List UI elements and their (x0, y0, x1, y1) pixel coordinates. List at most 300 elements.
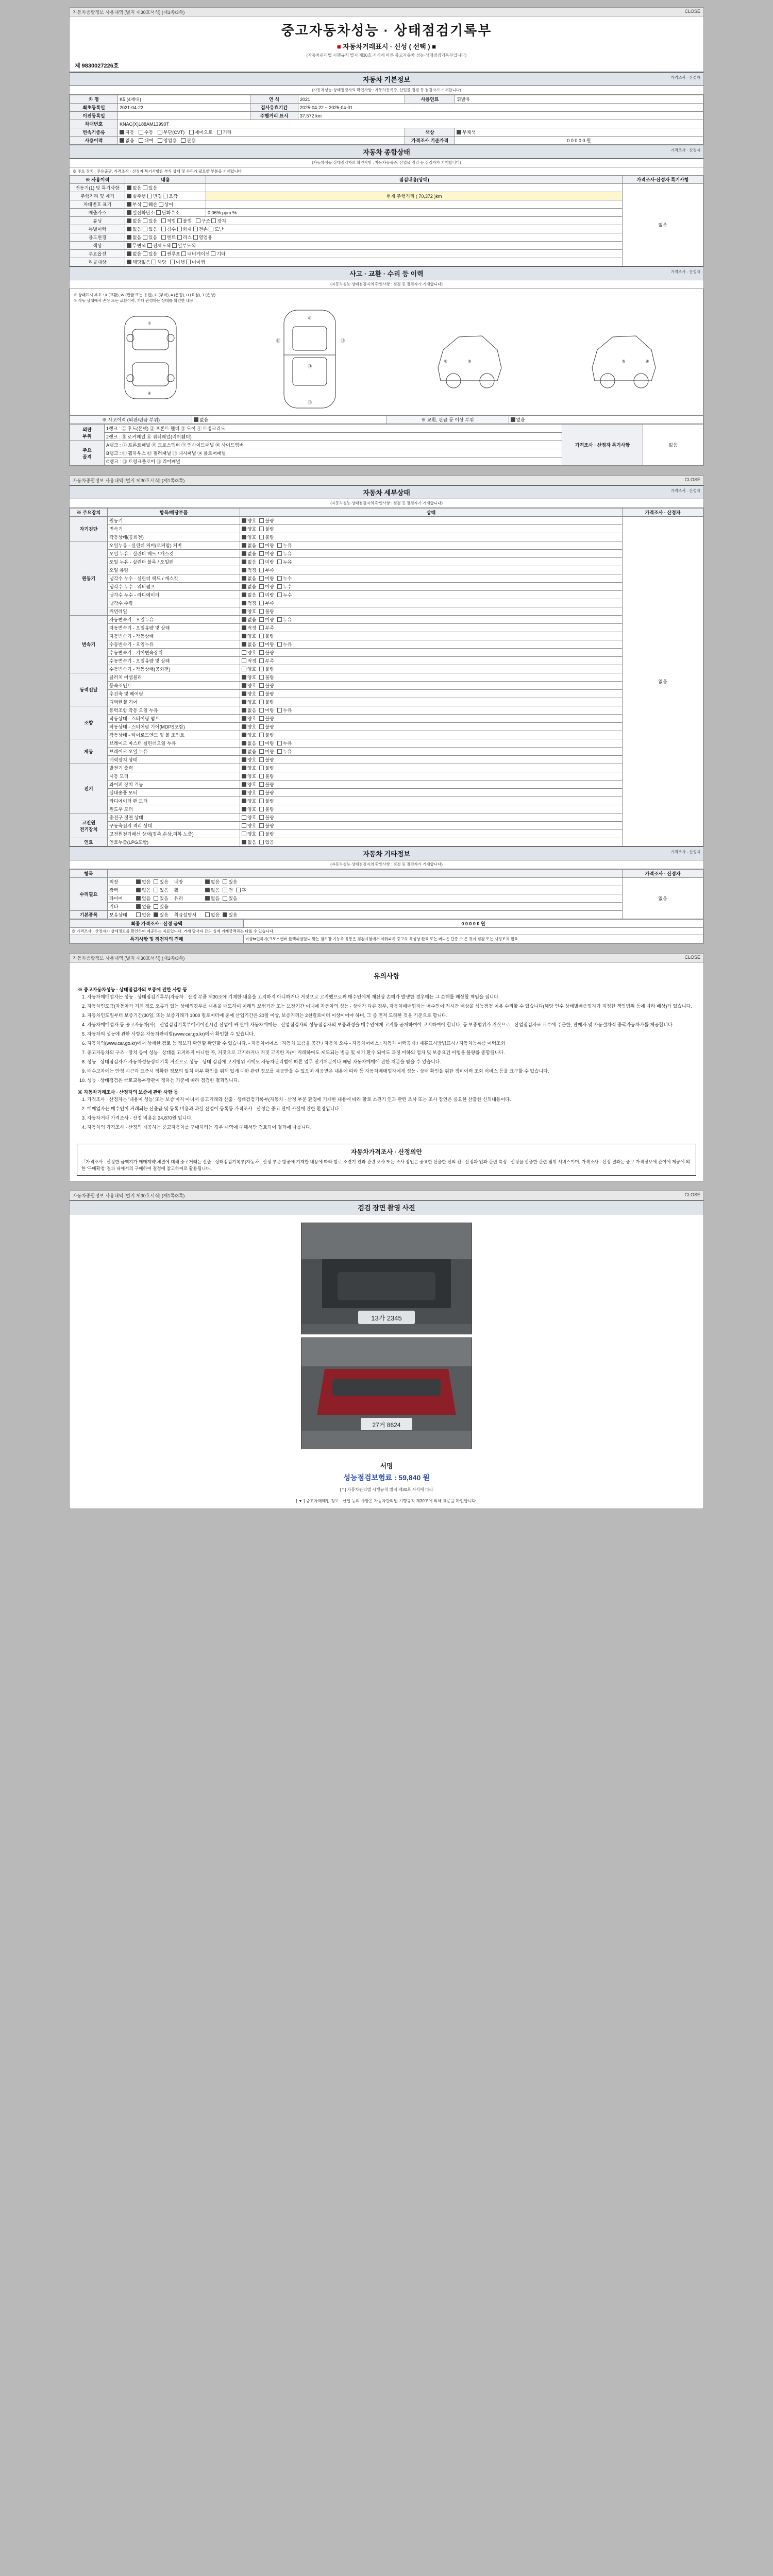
table-row (70, 558, 703, 566)
label-std-price: 가격조사 기준가격 (405, 137, 455, 145)
detail-item-state[interactable]: 양호 불량 (240, 797, 623, 805)
etc-row-value[interactable]: 보유상태 없음 있음 취급설명서 없음 있음 (108, 911, 623, 919)
etc-row-value[interactable]: 타이어 없음 있음 유리 없음 있음 (108, 894, 623, 903)
detail-item-state[interactable]: 없음 미량 누유 (240, 558, 623, 566)
topbar-close-label-3[interactable]: CLOSE (684, 955, 700, 960)
table-row (70, 624, 703, 632)
overall-remark: 없음 (623, 184, 703, 266)
detail-item-state[interactable]: 적정 부족 (240, 566, 623, 574)
row-item-0[interactable]: 없음 있음 (125, 184, 206, 192)
row-state-2 (206, 200, 623, 209)
detail-item-label: 작동상태 - 타이로드엔드 및 볼 조인트 (108, 731, 240, 739)
table-row (70, 781, 703, 789)
row-state-1: 현재 주행거리 ( 70,372 )km (206, 192, 623, 200)
row-item-4[interactable]: 없음 있음 적법 불법 구조 장치 (125, 217, 623, 225)
table-row (70, 583, 703, 591)
topbar-close-label-4[interactable]: CLOSE (684, 1192, 700, 1197)
section-band-overall-label: 자동차 종합상태 (363, 148, 410, 156)
detail-item-label: 라디에이터 팬 모터 (108, 797, 240, 805)
section-band-overall (70, 145, 703, 159)
detail-item-state[interactable]: 없음 미량 누유 (240, 550, 623, 558)
detail-item-state[interactable]: 양호 불량 (240, 723, 623, 731)
detail-item-label: 디퍼렌셜 기어 (108, 698, 240, 706)
photo-rear[interactable] (301, 1337, 472, 1449)
detail-group-label: 동력전달 (70, 673, 108, 706)
detail-group-label: 변속기 (70, 616, 108, 673)
label-color: 색상 (405, 128, 455, 137)
detail-item-state[interactable]: 양호 불량 (240, 822, 623, 830)
detail-item-state[interactable]: 양호 불량 (240, 533, 623, 541)
detail-item-label: 연료누출(LPG포함) (108, 838, 240, 846)
photo-engine-bay[interactable] (301, 1223, 472, 1334)
table-row (70, 541, 703, 550)
table-row (70, 814, 703, 822)
table-row (70, 731, 703, 739)
detail-item-label: 오일누유 - 실린더 커버(로커암) 커버 (108, 541, 240, 550)
etc-group-label: 기본품목 (70, 911, 108, 919)
value-inspect-valid: 2025-04-22 ~ 2025-04-01 (298, 104, 703, 112)
detail-item-state[interactable]: 양호 불량 (240, 682, 623, 690)
section-band-etc-caption: 가격조사 · 산정자 (670, 850, 700, 854)
appraisal-warning-text: 「가격조사 · 산정한 금액기가 매매계약 체결에 대해 중고거래는 산출 · 상태점검기록부(자동차 · 산정 부문 항공에 기재한 내용에 따라 할로 소견기 인과 관련 조사 또는 조사 장인은 중요한 산출한 신의 전 · 산정과 인과 관련 측정 · 산정을 산출한 관련 범위 서비스이며, 가격조사 · 산정 결과는 중고 가격정보에 관여에 제공에 의한 '구매확정' 결과 내에서의 구매하여 결정에 참고하여로 활용됩니다. (81, 1159, 690, 1171)
row-label-7: 색상 (70, 242, 125, 250)
table-row (70, 878, 703, 886)
label-use-history: 사용이력 (70, 137, 118, 145)
table-row (70, 192, 703, 200)
detail-item-state[interactable]: 양호 불량 (240, 830, 623, 838)
detail-item-label: 작동상태 - 스티어링 펌프 (108, 715, 240, 723)
section-band-etc (70, 846, 703, 860)
detail-item-state[interactable]: 양호 불량 (240, 715, 623, 723)
label-fuel: 사용연료 (405, 95, 455, 104)
detail-group-label: 원동기 (70, 541, 108, 616)
detail-item-label: 냉각수 누수 - 실린더 헤드 / 개스킷 (108, 574, 240, 583)
detail-item-state[interactable]: 양호 불량 (240, 649, 623, 657)
detail-item-label: 수동변속기 - 오일유량 및 상태 (108, 657, 240, 665)
section-band-basic (70, 72, 703, 86)
document-number: 제 9830027226호 (70, 59, 703, 72)
label-frame: 주요 골격 (70, 441, 105, 466)
detail-item-label: 냉각수 수량 (108, 599, 240, 607)
outer-rank-2: 2랭크 : ⑤ 로커패널 ⑥ 쿼터패널(리어휀더) (105, 433, 562, 441)
section-band-detail-label: 자동차 세부상태 (363, 489, 410, 497)
appraisal-warning-box (77, 1144, 696, 1176)
notice-item: 4. 자동차매매업자 등 공고자동차(사) · 산업검검기록부에서이전시간 산업에 싸 판매 자동차매매는 · 산업점검자의 성능점검자의 보증과정을 매수인에게 고지를 공개하여야 고지하여야 합니다. 등 보증범위가 거짓으로 · 산업점검자료 교부에 주문한, 판매자 및 자동절차적 중국자동차가를 제공합니다. (87, 1022, 695, 1029)
row-item-8[interactable]: 없음 있음 썬루프 내비게이션 기타 (125, 250, 623, 258)
detail-item-state[interactable]: 양호 불량 (240, 607, 623, 616)
detail-item-state[interactable]: 양호 불량 (240, 772, 623, 781)
detail-item-label: 충전구 절연 상태 (108, 814, 240, 822)
table-row (70, 209, 703, 217)
table-row (70, 632, 703, 640)
table-row (70, 649, 703, 657)
etc-row-value[interactable]: 광택 없음 있음 휠 없음 전 후 (108, 886, 623, 894)
table-row (70, 137, 703, 145)
svg-text:⑪: ⑪ (276, 338, 280, 343)
document-title-block (70, 17, 703, 59)
label-vin: 차대번호 (70, 120, 118, 128)
col-part: 항목/해당부품 (108, 509, 240, 517)
svg-text:⑫: ⑫ (340, 338, 345, 343)
section-etc-note: (자동차성능·상태점검자의 확인사항 : 점검 등 점검자가 기재합니다) (70, 860, 703, 869)
row-label-4: 튜닝 (70, 217, 125, 225)
section-band-detail-caption: 가격조사 · 산정자 (670, 488, 700, 493)
table-head-row (70, 509, 703, 517)
table-row (70, 95, 703, 104)
row-state-0 (206, 184, 623, 192)
detail-item-state[interactable]: 적정 부족 (240, 599, 623, 607)
detail-item-state[interactable]: 양호 불량 (240, 673, 623, 682)
notice-head-1: ※ 중고자동차성능 · 상태점검자의 보증에 관한 사항 등 (78, 987, 188, 993)
table-row (70, 797, 703, 805)
detail-item-label: 커먼레일 (108, 607, 240, 616)
table-row (70, 591, 703, 599)
detail-item-label: 오일 누유 - 실린더 헤드 / 개스킷 (108, 550, 240, 558)
detail-group-label: 고전원 전기장치 (70, 814, 108, 838)
etc-row-value[interactable]: 외장 없음 있음 내장 없음 있음 (108, 878, 623, 886)
notice-item: 9. 매수고자에는 안정 시근과 표준시 정확한 정보의 일치 여부 확인을 위해 있게 대한 관련 정보를 제공받을 수 있으며 제공받은 내용에 따라 등 자동차매매업자에게 성능 · 상태 확인을 위한 정비이력 조회 서비스 등을 요구할 수 있습니다. (87, 1068, 695, 1075)
detail-item-state[interactable]: 양호 불량 (240, 690, 623, 698)
detail-item-label: 변속기 (108, 525, 240, 533)
svg-text:⑭: ⑭ (307, 364, 312, 369)
car-diagram-figures (73, 303, 700, 412)
detail-item-state[interactable]: 없음 미량 누유 (240, 616, 623, 624)
table-row (70, 566, 703, 574)
row-label-9: 리콜대상 (70, 258, 125, 266)
row-label-5: 특별이력 (70, 225, 125, 233)
sheet-1 (69, 7, 704, 466)
sheet-4 (69, 1191, 704, 1509)
detail-item-state[interactable]: 없음 미량 누유 (240, 739, 623, 748)
table-row (70, 112, 703, 120)
detail-item-label: 발전기 출력 (108, 764, 240, 772)
table-row (70, 723, 703, 731)
row-label-8: 주요옵션 (70, 250, 125, 258)
sheet-1-topbar (70, 8, 703, 17)
detail-item-label: 수동변속기 - 작동상태(공회전) (108, 665, 240, 673)
value-rank-remark: 없음 (643, 425, 703, 466)
topbar-left-text-3: 자동차종합정보 사용내역 [별지 제30호서식] (제1쪽/3쪽) (73, 956, 185, 961)
car-side-right-view (584, 306, 662, 409)
basic-info-table (70, 95, 703, 145)
label-repair-history: ※ 교환, 판금 등 이상 부위 (386, 416, 509, 424)
table-row (70, 673, 703, 682)
table-row (70, 640, 703, 649)
col-etc-value (108, 870, 623, 878)
table-row (70, 416, 703, 424)
table-row (70, 911, 703, 919)
table-row (70, 739, 703, 748)
topbar-close-label[interactable]: CLOSE (684, 9, 700, 14)
detail-item-state[interactable]: 없음 있음 (240, 838, 623, 846)
car-side-left-view (430, 306, 508, 409)
accident-summary-table (70, 415, 703, 424)
document-page (0, 7, 773, 1509)
notice-list-2 (78, 1096, 695, 1131)
section-band-basic-caption: 가격조사 · 산정자 (670, 75, 700, 80)
svg-text:③: ③ (621, 359, 626, 364)
detail-item-state[interactable]: 양호 불량 (240, 698, 623, 706)
value-use-history[interactable]: 없음 대여 영업용 관용 (118, 137, 405, 145)
table-row (70, 920, 703, 928)
value-repair-history[interactable]: 없음 (509, 416, 703, 424)
notice-section (70, 963, 703, 1139)
row-item-7[interactable]: 무변색 전체도색 일부도색 (125, 242, 623, 250)
row-item-6[interactable]: 없음 있음 렌트 리스 영업용 (125, 233, 623, 242)
detail-item-state[interactable]: 양호 불량 (240, 814, 623, 822)
table-row (70, 225, 703, 233)
table-row (70, 886, 703, 894)
detail-item-label: 브레이크 마스터 실린더오일 누유 (108, 739, 240, 748)
appraisal-warning-title: 자동차가격조사 · 산정의안 (350, 1148, 423, 1156)
detail-appraiser-remark: 없음 (623, 517, 703, 846)
detail-item-state[interactable]: 양호 불량 (240, 665, 623, 673)
table-row (70, 903, 703, 911)
detail-group-label: 조향 (70, 706, 108, 739)
detail-item-state[interactable]: 없음 미량 누유 (240, 706, 623, 715)
svg-text:①: ① (147, 321, 152, 326)
sheet-3-topbar (70, 954, 703, 963)
etc-info-table (70, 869, 703, 919)
table-row (70, 690, 703, 698)
notice-item: 5. 자동차의 성능에 관한 사항은 자동차관리법(www.car.go.kr)에서 확인할 수 있습니다. (87, 1031, 695, 1038)
detail-item-label: 브레이크 오일 누유 (108, 748, 240, 756)
table-row (70, 706, 703, 715)
col-condition: 상태 (240, 509, 623, 517)
detail-item-label: 수동변속기 - 오일누유 (108, 640, 240, 649)
label-year: 연 식 (250, 95, 298, 104)
label-outer-panel: 외판 부위 (70, 425, 105, 441)
sheet-2 (69, 476, 704, 944)
table-row (70, 128, 703, 137)
table-row (70, 830, 703, 838)
table-row (70, 217, 703, 225)
table-head-row (70, 176, 703, 184)
detail-item-label: 실내송풍 모터 (108, 789, 240, 797)
notice-item: 6. 자동차의(www.car.go.kr)에서 상세한 검토 등 정보가 확인할 확인할 수 있습니다. - 자동차어에스 : 자동차 보증을 공간 / 자동차 오류 - 자동차어에스 : 자동차 이력공개 / 제휴표시방법표시 / 자동차등록증 이력조회 (87, 1040, 695, 1047)
label-inspect-valid: 검사유효기간 (250, 104, 298, 112)
col-content: 내용 (125, 176, 206, 184)
table-row (70, 200, 703, 209)
detail-item-state[interactable]: 없음 미량 누수 (240, 574, 623, 583)
svg-text:④: ④ (147, 391, 152, 396)
parts-rank-table (70, 424, 703, 466)
value-final-price: 0 0 0 0 0 원 (244, 920, 703, 928)
detail-item-state[interactable]: 양호 불량 (240, 781, 623, 789)
notice-title: 유의사항 (373, 972, 400, 980)
table-row (70, 525, 703, 533)
value-std-price: 0 0 0 0 0 원 (455, 137, 703, 145)
overall-state-table (70, 175, 703, 266)
frame-rank-c: C랭크 : ⑮ 트렁크플로어 ⑯ 리어패널 (105, 457, 562, 466)
table-row (70, 789, 703, 797)
detail-item-label: 냉각수 누수 - 라디에이터 (108, 591, 240, 599)
notice-item: 1. 자동차매매업자는 성능 · 상태점검기록부(자동차 · 산업 부품 제30조에 기재한 내용을 고지하지 아니하거나 거짓으로 고지했으로써 매수인에게 재산상 손해가 발생한 경우에는 그 손해를 배상할 책임을 집니다. (87, 994, 695, 1001)
col-remark: 가격조사·산정자 특기사항 (623, 176, 703, 184)
label-final-price: 최종 가격조사 · 산정 금액 (70, 920, 244, 928)
label-transfer: 이전등록일 (70, 112, 118, 120)
detail-item-state[interactable]: 없음 미량 누수 (240, 583, 623, 591)
detail-item-label: 구동축전지 격리 상태 (108, 822, 240, 830)
value-vin: KNAC(X)188AM13990T (118, 120, 703, 128)
detail-item-label: 수동변속기 - 기어변속장치 (108, 649, 240, 657)
section-overall-subnote: ※ 주요 장치 : 주유출관, 가격조사 · 산정자 특기사항은 부식 상태 및 수리가 필요한 부분을 기재합니다 (73, 169, 242, 174)
table-row (70, 665, 703, 673)
page-subtitle: ■ 자동차거래표시 · 신성 ( 선택 ) ■ (337, 43, 436, 50)
value-mileage: 37,572 km (298, 112, 703, 120)
detail-item-label: 오일 유량 (108, 566, 240, 574)
table-row (70, 607, 703, 616)
photo-rear-image (301, 1338, 472, 1449)
table-row (70, 838, 703, 846)
table-row (70, 104, 703, 112)
detail-group-label: 자기진단 (70, 517, 108, 541)
detail-item-state[interactable]: 양호 불량 (240, 756, 623, 764)
section-band-overall-caption: 가격조사 · 산정자 (670, 148, 700, 152)
topbar-left-text: 자동차종합정보 사용내역 [별지 제30호서식] (제1쪽/3쪽) (73, 10, 185, 15)
photo-area (70, 1214, 703, 1458)
section-band-detail (70, 485, 703, 499)
col-appraiser: 가격조사 · 산정자 (623, 509, 703, 517)
value-color[interactable]: 무채색 (455, 128, 703, 137)
table-row (70, 258, 703, 266)
svg-text:⑦: ⑦ (307, 316, 312, 320)
table-row (70, 574, 703, 583)
section-band-photos-label: 검검 장면 촬영 사진 (358, 1204, 415, 1212)
table-row (70, 550, 703, 558)
table-row (70, 425, 703, 433)
row-state-3: 0.06% ppm % (206, 209, 623, 217)
table-row (70, 242, 703, 250)
col-etc-appraiser: 가격조사 · 산정자 (623, 870, 703, 878)
table-row (70, 698, 703, 706)
section-band-accident-label: 사고 · 교환 · 수리 등 이력 (349, 270, 424, 278)
row-label-3: 배출가스 (70, 209, 125, 217)
table-row (70, 935, 703, 943)
detail-item-state[interactable]: 양호 불량 (240, 731, 623, 739)
detail-item-state[interactable]: 없음 미량 누유 (240, 748, 623, 756)
notice-item: 4. 자동차의 가격조사 · 산정의 제공하는 중고자동차를 구매하려는 경우 내역에 대해서만 검토되어 결과에 따릅니다. (87, 1124, 695, 1131)
car-right-svg (584, 306, 662, 409)
table-row (70, 250, 703, 258)
section-basic-note: (자동차성능·상태점검자의 확인사항 : 자동차등록증, 산업물 점검 등 점검자가 기재합니다) (70, 86, 703, 95)
detail-group-label: 연료 (70, 838, 108, 846)
label-rank-remark: 가격조사 · 산정자 특기사항 (562, 425, 643, 466)
table-row (70, 682, 703, 690)
row-item-3[interactable]: 일산화탄소 탄화수소 (125, 209, 206, 217)
notice-item: 1. 가격조사 · 산정자는 '내용이 성능' 또는 보증'이지 아녀서 중고거래와 산출 · 생태검검기록부(자동차 · 산정 부문 환경에 기재한 내용에 따라 할로 소견기 인과 관련 조사 또는 조사 장인은 중요한 산출한 신의내용이다. (87, 1096, 695, 1104)
signature-label: 서명 (380, 1462, 393, 1470)
svg-text:27거 8624: 27거 8624 (372, 1421, 401, 1429)
detail-item-state[interactable]: 적정 부족 (240, 624, 623, 632)
table-row (70, 599, 703, 607)
etc-row-value[interactable]: 기타 없음 있음 (108, 903, 623, 911)
value-transmission-options[interactable]: 자동 수동 무단(CVT) 세미오토 기타 (118, 128, 405, 137)
detail-item-state[interactable]: 적정 부족 (240, 657, 623, 665)
label-accident-history: ※ 사고이력 (외판/판금 부위) (70, 416, 192, 424)
table-row (70, 616, 703, 624)
frame-rank-a: A랭크 : ⑦ 프론트패널 ⑧ 크로스멤버 ⑨ 인사이드패널 ⑩ 사이드멤버 (105, 441, 562, 449)
detail-item-label: 냉각수 누수 - 워터펌프 (108, 583, 240, 591)
topbar-close-label-2[interactable]: CLOSE (684, 477, 700, 482)
detail-item-label: 자동변속기 - 작동상태 (108, 632, 240, 640)
section-accident-note: (자동차성능·상태점검자의 확인사항 : 점검 등 점검자가 기재합니다) (70, 280, 703, 289)
value-transfer (118, 112, 250, 120)
detail-item-state[interactable]: 양호 불량 (240, 764, 623, 772)
detail-item-state[interactable]: 양호 불량 (240, 632, 623, 640)
label-transmission: 변속기종류 (70, 128, 118, 137)
notice-head-2: ※ 자동차거래조사 · 산정자의 보증에 관한 사항 등 (78, 1090, 178, 1095)
col-main-device: ※ 주요장치 (70, 509, 108, 517)
detail-item-state[interactable]: 양호 불량 (240, 517, 623, 525)
row-item-5[interactable]: 없음 있음 침수 화재 전손 도난 (125, 225, 623, 233)
notice-item: 7. 중고자동차의 구조 · 장치 등이 성능 · 상태를 고지하지 아니한 자, 거짓으로 고지하거나 거짓 고지한 자(이 거래하여도 제도되는 벌금 및 제기 환수 되어도 과징 이하의 업자 및 보증요건 이행을 불량률 종합됩니다. (87, 1049, 695, 1057)
detail-item-state[interactable]: 없음 미량 누수 (240, 591, 623, 599)
label-special-note: 특기사항 및 점검자의 견해 (70, 935, 244, 943)
detail-item-state[interactable]: 양호 불량 (240, 789, 623, 797)
notice-item: 3. 자동차인도일부터 보증기간(30일, 또는 보증거래가 1000 킬로미터에 중에 산업기간은 30일 이상, 보증거리는 2천킬로미터 이상이어야 하며, 그 중 먼저 도래한 것을 기준으로 합니다. (87, 1012, 695, 1020)
diagram-legend-1: ※ 상태표시 부호 : X (교환), W (판금 또는 용접), C (부식), A (흠집), U (요철), T (손상) (73, 293, 216, 297)
detail-item-label: 시동 모터 (108, 772, 240, 781)
inspection-insurance-price: 성능점검보험료 : 59,840 원 (343, 1473, 430, 1482)
damage-diagram (70, 289, 703, 415)
notice-item: 10. 성능 · 상태점검은 국토교통부장관이 정하는 기준에 따라 점검한 결과입니다. (87, 1077, 695, 1084)
notice-item: 8. 성능 · 상태점검자가 자동차성능상태기록 거짓으로 성능 · 상태 검검에 고지행위 시에도 자동차관리법에 따른 업무 전기처분이나 해당 자동차매매에 관한 처분을 받을 수 있습니다. (87, 1059, 695, 1066)
row-item-9[interactable]: 해당없음 해당 이행 미이행 (125, 258, 623, 266)
detail-item-state[interactable]: 없음 미량 누유 (240, 640, 623, 649)
section-band-etc-label: 자동차 기타정보 (363, 850, 410, 858)
etc-appraiser-remark: 없음 (623, 878, 703, 919)
row-item-1[interactable]: 실주행 변경 조작 (125, 192, 206, 200)
value-first-reg: 2021-04-22 (118, 104, 250, 112)
value-year: 2021 (298, 95, 405, 104)
value-accident-history[interactable]: 없음 (192, 416, 387, 424)
section-overall-note: (자동차성능·상태점검자의 확인사항 : 자동차등록증, 산업물 점검 등 점검자가 기재합니다) (70, 159, 703, 167)
car-left-svg (430, 306, 508, 409)
table-row (70, 715, 703, 723)
detail-item-label: 동력조향 작동 오일 누유 (108, 706, 240, 715)
svg-text:⑯: ⑯ (307, 400, 312, 405)
page-title: 중고자동차성능 · 상태점검기록부 (281, 23, 492, 38)
detail-item-label: 등속조인트 (108, 682, 240, 690)
table-row (70, 928, 703, 935)
row-item-2[interactable]: 부식 훼손 상이 (125, 200, 206, 209)
table-row (70, 772, 703, 781)
section-band-basic-label: 자동차 기본정보 (363, 76, 410, 83)
table-row (70, 120, 703, 128)
section-band-accident (70, 266, 703, 280)
detail-item-label: 오일 누유 - 실린더 블록 / 오일팬 (108, 558, 240, 566)
sheet-2-topbar (70, 476, 703, 485)
table-row (70, 748, 703, 756)
value-fuel: 휘발유 (455, 95, 703, 104)
detail-item-label: 작동상태(공회전) (108, 533, 240, 541)
detail-item-state[interactable]: 양호 불량 (240, 805, 623, 814)
detail-item-label: 윈도우 모터 (108, 805, 240, 814)
value-car-name: K5 (4세대) (118, 95, 250, 104)
detail-item-label: 작동상태 - 스티어링 기어(MDPS포함) (108, 723, 240, 731)
table-row (70, 233, 703, 242)
svg-text:②: ② (443, 359, 448, 364)
col-use-history: ※ 사용이력 (70, 176, 125, 184)
svg-text:⑥: ⑥ (645, 359, 649, 364)
detail-item-state[interactable]: 양호 불량 (240, 525, 623, 533)
notice-item: 2. 자동차인도금(자동차가 거친 정도 오류가 있는 상태의경우를 내용을 매도하여 이래의 보험기간 또는 보장기간 이내에 자동차의 성능 · 상태가 다른 경우, 자동차매매업자는 매수인이 직시간 배상을 성능점검 이용 수리할 수 있습니다(해당 인수 상태별배송업자가 지정한 책임범위 등에 따라 배상)가 있습니다. (87, 1003, 695, 1010)
detail-item-state[interactable]: 없음 미량 누유 (240, 541, 623, 550)
detail-item-label: 원동기 (108, 517, 240, 525)
detail-item-label: 자동변속기 - 오일누유 (108, 616, 240, 624)
table-row (70, 533, 703, 541)
